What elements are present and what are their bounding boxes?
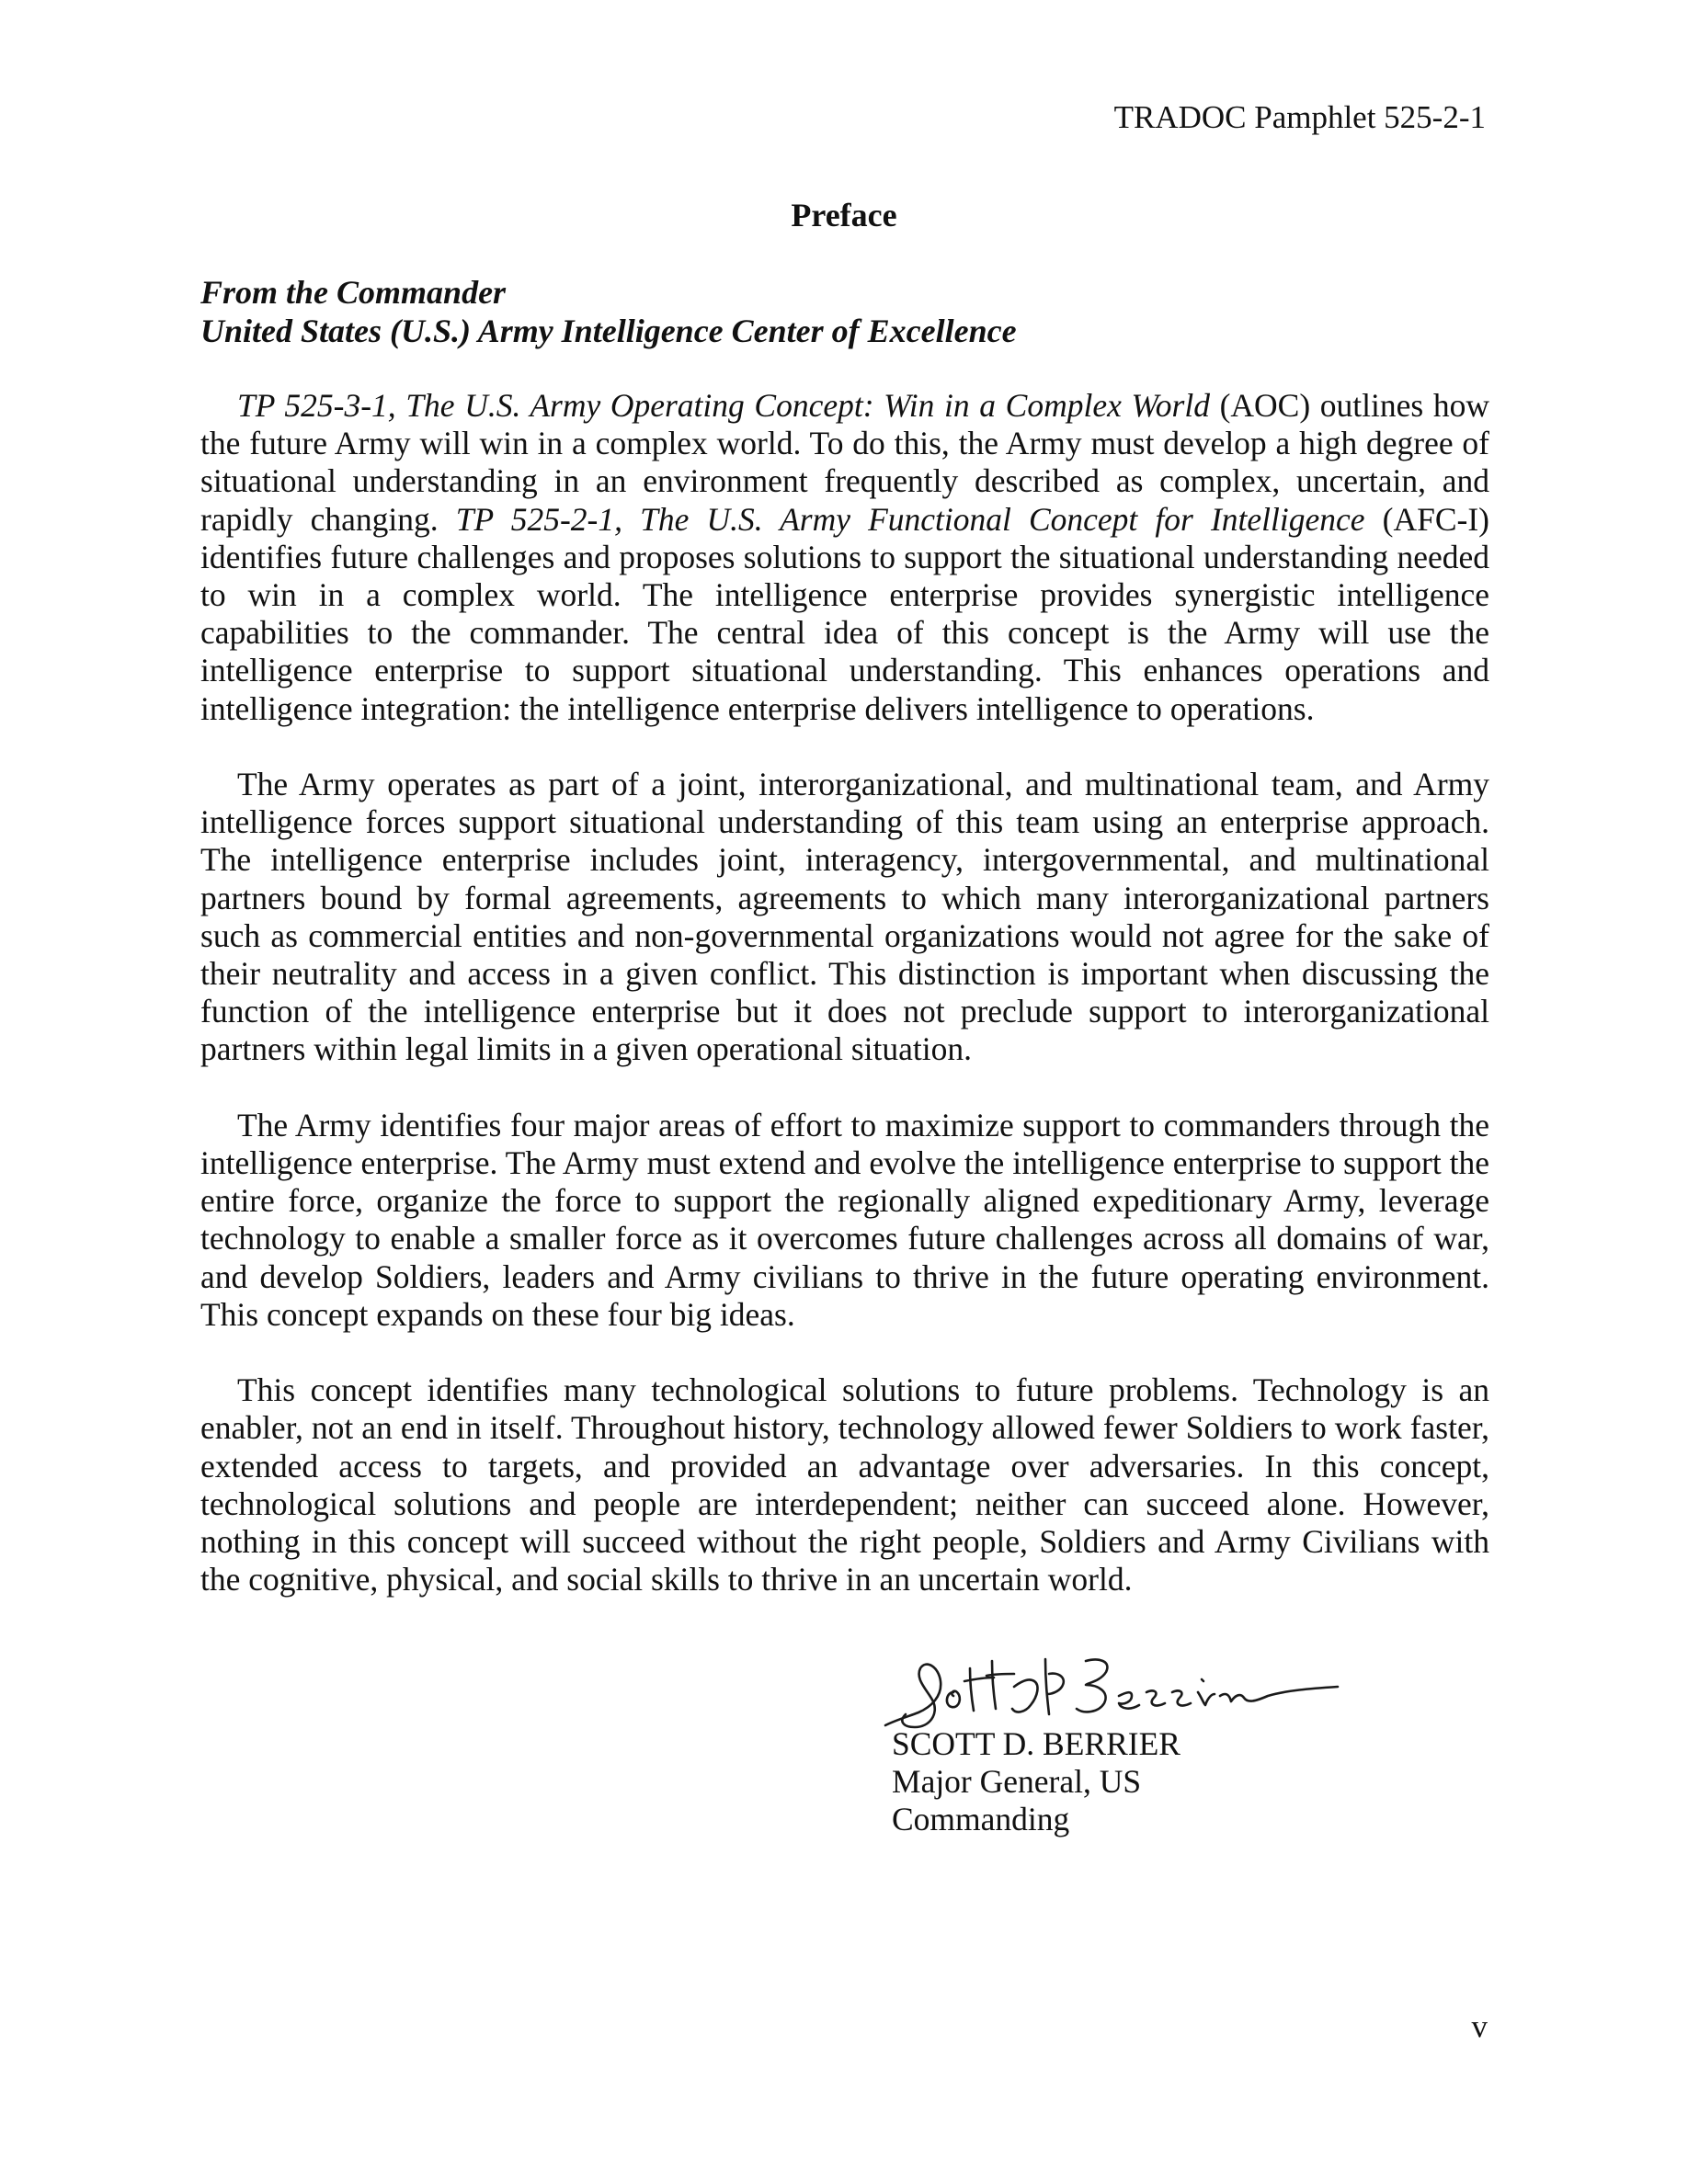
signer-name: SCOTT D. BERRIER — [892, 1725, 1180, 1762]
paragraph-3: The Army identifies four major areas of effort to maximize support to commanders through the intelligence enterprise. The Army must extend and evolve the intelligence enterprise to support the entire force, organize the force to support the regionally aligned expeditionary Army, leverage technology to enable a smaller force as it overcomes future challenges across all domains of war, and develop Soldiers, leaders and Army civilians to thrive in the future operating environment. This concept expands on these four big ideas. — [200, 1106, 1489, 1333]
from-line-commander: From the Commander — [200, 274, 507, 311]
paragraph-4: This concept identifies many technological solutions to future problems. Technology is an enabler, not an end in itself. Throughout history, technology allowed fewer Soldiers to work faster, extended access to targets, and provided an advantage over adversaries. In this concept, technological solutions and people are interdependent; neither can succeed alone. However, nothing in this concept will succeed without the right people, Soldiers and Army Civilians with the cognitive, physical, and social skills to thrive in an uncertain world. — [200, 1371, 1489, 1598]
signature-block — [892, 1725, 1180, 1839]
signer-role: Commanding — [892, 1801, 1070, 1838]
paragraph-1 — [200, 387, 1489, 728]
paragraph-1-text-a: (AOC) outlines how the future Army will win in a complex world. To do this, the Army must develop a high degree of situational understanding in an environment frequently described as complex, uncertain, and rapidly changing. — [200, 387, 1489, 538]
from-block — [200, 273, 1488, 350]
body-text — [200, 387, 1489, 1637]
paragraph-2: The Army operates as part of a joint, interorganizational, and multinational team, and Army intelligence forces support situational understanding of this team using an enterprise approach. The intelligence enterprise includes joint, interagency, intergovernmental, and multinational partners bound by formal agreements, agreements to which many interorganizational partners such as commercial entities and non-governmental organizations would not agree for the sake of their neutrality and access in a given conflict. This distinction is important when discussing the function of the intelligence enterprise but it does not preclude support to interorganizational partners within legal limits in a given operational situation. — [200, 766, 1489, 1068]
running-header: TRADOC Pamphlet 525-2-1 — [1113, 99, 1486, 135]
page-title: Preface — [791, 197, 897, 233]
page-number: v — [1471, 2008, 1488, 2044]
paragraph-1-text-b: (AFC-I) identifies future challenges and proposes solutions to support the situational understanding needed to win in a complex world. The intelligence enterprise provides synergistic intelligence capabilities to the commander. The central idea of this concept is the Army will use the intelligence enterprise to support situational understanding. This enhances operations and intelligence integration: the intelligence enterprise delivers intelligence to operations. — [200, 500, 1489, 727]
publication-title-afc-i: TP 525-2-1, The U.S. Army Functional Concept for Intelligence — [455, 500, 1365, 538]
signer-rank: Major General, US — [892, 1763, 1142, 1801]
publication-title-aoc: TP 525-3-1, The U.S. Army Operating Concept: Win in a Complex World — [237, 387, 1210, 424]
from-line-organization: United States (U.S.) Army Intelligence Center of Excellence — [200, 313, 1017, 349]
